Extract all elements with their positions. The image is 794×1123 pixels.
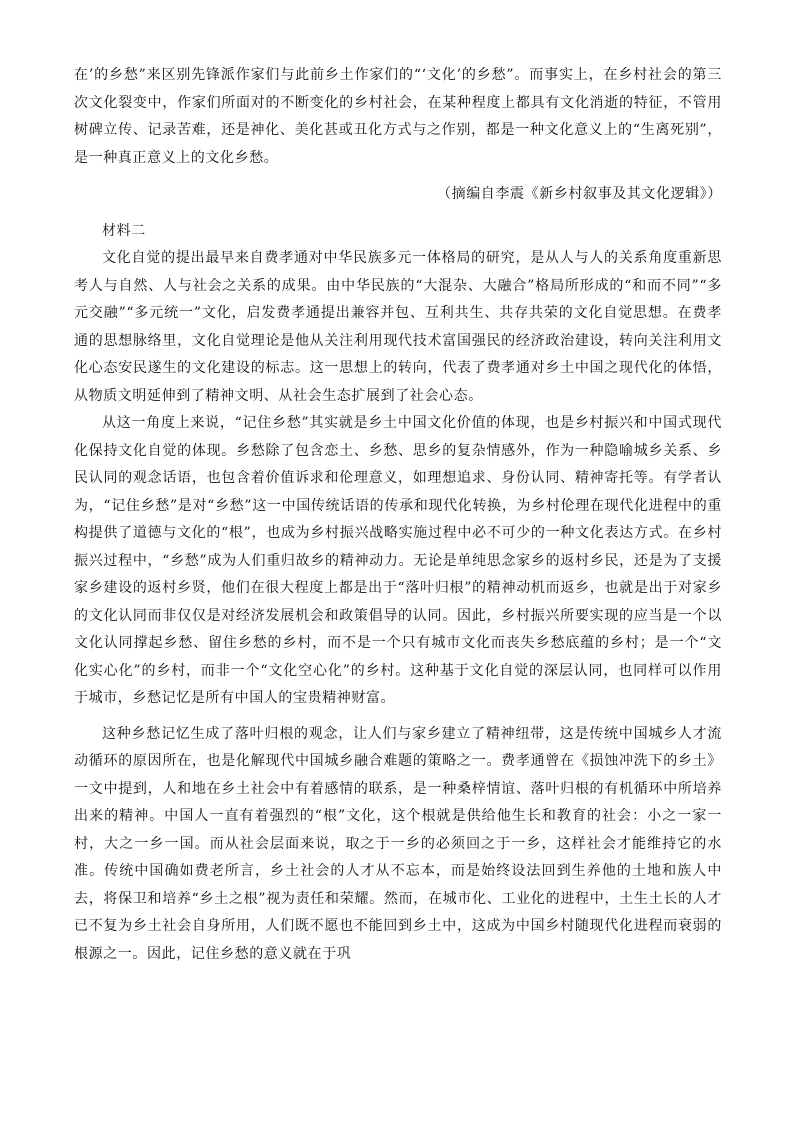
source-citation: （摘编自李震《新乡村叙事及其文化逻辑》） [437, 186, 722, 202]
section-label-material-two: 材料二 [102, 222, 146, 239]
paragraph-cultural-consciousness: 文化自觉的提出最早来自费孝通对中华民族多元一体格局的研究，是从人与人的关系角度重新思考人与自然、人与社会之关系的成果。由中华民族的“大混杂、大融合”格局所形成的“和而不同”“多元交融”“多元统一”文化，启发费孝通提出兼容并包、互利共生、共存共荣的文化自觉思想。在费孝通的思想脉络里，文化自觉理论是他从关注利用现代技术富国强民的经济政治建设，转向关注利用文化心态安民遂生的文化建设的标志。这一思想上的转向，代表了费孝通对乡土中国之现代化的体悟，从物质文明延伸到了精神文明、从社会生态扩展到了社会心态。 [74, 250, 722, 404]
paragraph-remember-nostalgia: 从这一角度上来说，“记住乡愁”其实就是乡土中国文化价值的体现，也是乡村振兴和中国式现代化保持文化自觉的体现。乡愁除了包含恋土、乡愁、思乡的复杂情感外，作为一种隐喻城乡关系、乡民认同的观念话语，也包含着价值诉求和伦理意义，如理想追求、身份认同、精神寄托等。有学者认为，“记住乡愁”是对“乡愁”这一中国传统话语的传承和现代化转换，为乡村伦理在现代化进程中的重构提供了道德与文化的“根”，也成为乡村振兴战略实施过程中必不可少的一种文化表达方式。在乡村振兴过程中，“乡愁”成为人们重归故乡的精神动力。无论是单纯思念家乡的返村乡民，还是为了支援家乡建设的返村乡贤，他们在很大程度上都是出于“落叶归根”的精神动机而返乡，也就是出于对家乡的文化认同而非仅仅是对经济发展机会和政策倡导的认同。因此，乡村振兴所要实现的应当是一个以文化认同撑起乡愁、留住乡愁的乡村，而不是一个只有城市文化而丧失乡愁底蕴的乡村；是一个“文化实心化”的乡村，而非一个“文化空心化”的乡村。这种基于文化自觉的深层认同，也同样可以作用于城市，乡愁记忆是所有中国人的宝贵精神财富。 [74, 415, 722, 706]
paragraph-continuation: 在’的乡愁”来区别先锋派作家们与此前乡土作家们的“‘文化’的乡愁”。而事实上，在乡村社会的第三次文化裂变中，作家们所面对的不断变化的乡村社会，在某种程度上都具有文化消逝的特征，不管用树碑立传、记录苦难，还是神化、美化甚或丑化方式与之作别，都是一种文化意义上的“生离死别”，是一种真正意义上的文化乡愁。 [74, 67, 722, 166]
document-page [74, 62, 722, 968]
paragraph-nostalgia-memory: 这种乡愁记忆生成了落叶归根的观念，让人们与家乡建立了精神纽带，这是传统中国城乡人才流动循环的原因所在，也是化解现代中国城乡融合难题的策略之一。费孝通曾在《损蚀冲洗下的乡土》一文中提到，人和地在乡土社会中有着感情的联系，是一种桑梓情谊、落叶归根的有机循环中所培养出来的精神。中国人一直有着强烈的“根”文化，这个根就是供给他生长和教育的社会：小之一家一村，大之一乡一国。而从社会层面来说，取之于一乡的必须回之于一乡，这样社会才能维持它的水准。传统中国确如费老所言，乡土社会的人才从不忘本，而是始终设法回到生养他的土地和族人中去，将保卫和培养“乡土之根”视为责任和荣耀。然而，在城市化、工业化的进程中，土生土长的人才已不复为乡土社会自身所用，人们既不愿也不能回到乡土中，这成为中国乡村随现代化进程而衰弱的根源之一。因此，记住乡愁的意义就在于巩 [74, 725, 722, 962]
